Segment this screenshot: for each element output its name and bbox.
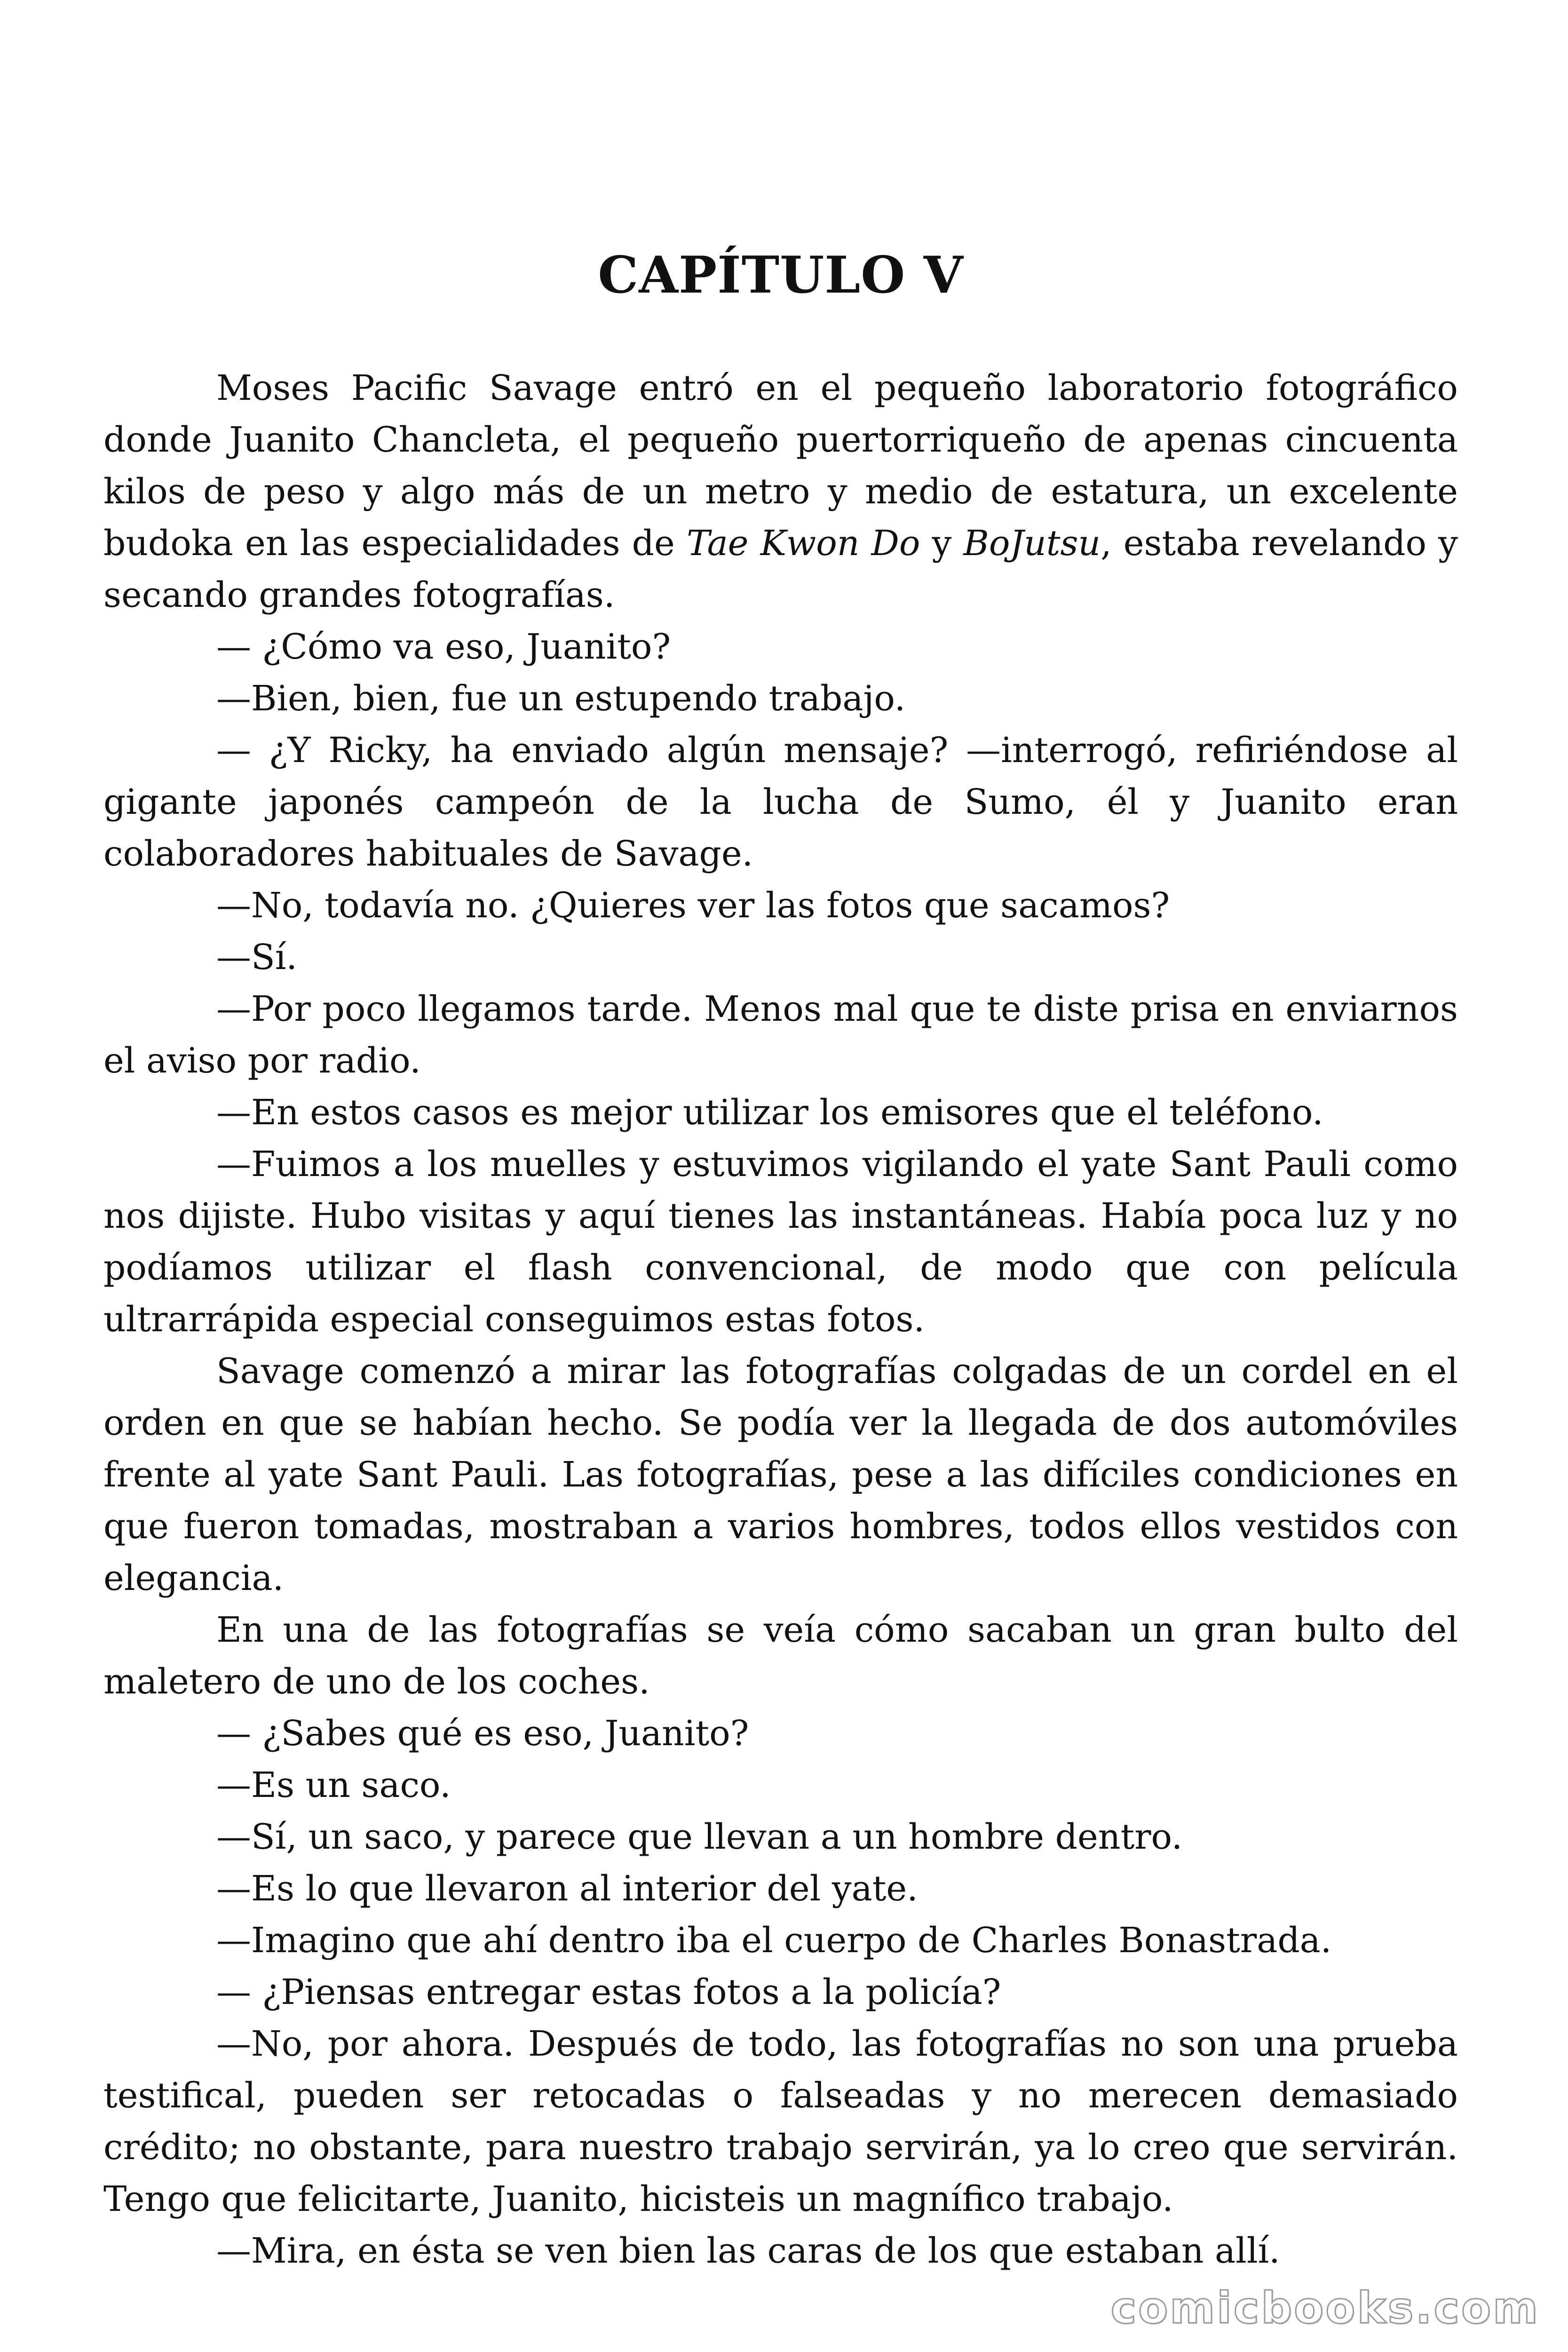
- paragraph: En una de las fotografías se veía cómo sacaban un gran bulto del maletero de uno de los coches.: [103, 1610, 1458, 1702]
- chapter-title: CAPÍTULO V: [598, 246, 964, 305]
- paragraph: —Es lo que llevaron al interior del yate.: [216, 1868, 918, 1909]
- paragraph: —Sí, un saco, y parece que llevan a un hombre dentro.: [216, 1817, 1183, 1857]
- paragraph: —Sí.: [216, 937, 297, 977]
- paragraph: —Imagino que ahí dentro iba el cuerpo de Charles Bonastrada.: [216, 1920, 1332, 1961]
- italic-term: BoJutsu: [963, 523, 1101, 564]
- paragraph: — ¿Cómo va eso, Juanito?: [216, 627, 671, 667]
- paragraph: — ¿Piensas entregar estas fotos a la policía?: [216, 1972, 1001, 2012]
- paragraph: —Por poco llegamos tarde. Menos mal que te diste prisa en enviarnos el aviso por radio.: [103, 989, 1458, 1081]
- italic-term: Tae Kwon Do: [686, 523, 920, 564]
- paragraph: —Fuimos a los muelles y estuvimos vigilando el yate Sant Pauli como nos dijiste. Hubo visitas y aquí tienes las instantáneas. Había poca luz y no podíamos utilizar el flash convencional, de modo que con película ultrarrápida especial conseguimos estas fotos.: [103, 1144, 1458, 1340]
- chapter-body: [103, 362, 1458, 2277]
- paragraph: —Mira, en ésta se ven bien las caras de los que estaban allí.: [216, 2231, 1280, 2271]
- paragraph: — ¿Y Ricky, ha enviado algún mensaje? —interrogó, refiriéndose al gigante japonés campeón de la lucha de Sumo, él y Juanito eran colaboradores habituales de Savage.: [103, 730, 1458, 874]
- text-run: Moses Pacific Savage entró en el pequeño laboratorio fotográfico donde Juanito Chancleta, el pequeño puertorriqueño de apenas cincuenta kilos de peso y algo más de un metro y medio de estatura, un excelente budoka en las especialidades de: [103, 368, 1458, 564]
- paragraph: —No, todavía no. ¿Quieres ver las fotos que sacamos?: [216, 885, 1170, 926]
- text-run: , estaba revelando y secando grandes fotografías.: [103, 523, 1458, 615]
- watermark-logo: comicbooks.com: [1110, 2283, 1540, 2333]
- text-run: y: [920, 523, 964, 564]
- paragraph: —No, por ahora. Después de todo, las fotografías no son una prueba testifical, pueden ser retocadas o falseadas y no merecen demasiado crédito; no obstante, para nuestro trabajo servirán, ya lo creo que servirán. Tengo que felicitarte, Juanito, hicisteis un magnífico trabajo.: [103, 2024, 1458, 2219]
- book-page: [103, 0, 1458, 2352]
- paragraph: Savage comenzó a mirar las fotografías colgadas de un cordel en el orden en que se habían hecho. Se podía ver la llegada de dos automóviles frente al yate Sant Pauli. Las fotografías, pese a las difíciles condiciones en que fueron tomadas, mostraban a varios hombres, todos ellos vestidos con elegancia.: [103, 1351, 1458, 1598]
- paragraph: —En estos casos es mejor utilizar los emisores que el teléfono.: [216, 1092, 1323, 1133]
- paragraph: — ¿Sabes qué es eso, Juanito?: [216, 1713, 749, 1754]
- paragraph: [103, 362, 1458, 621]
- paragraph: —Es un saco.: [216, 1765, 451, 1805]
- paragraph: —Bien, bien, fue un estupendo trabajo.: [216, 678, 906, 719]
